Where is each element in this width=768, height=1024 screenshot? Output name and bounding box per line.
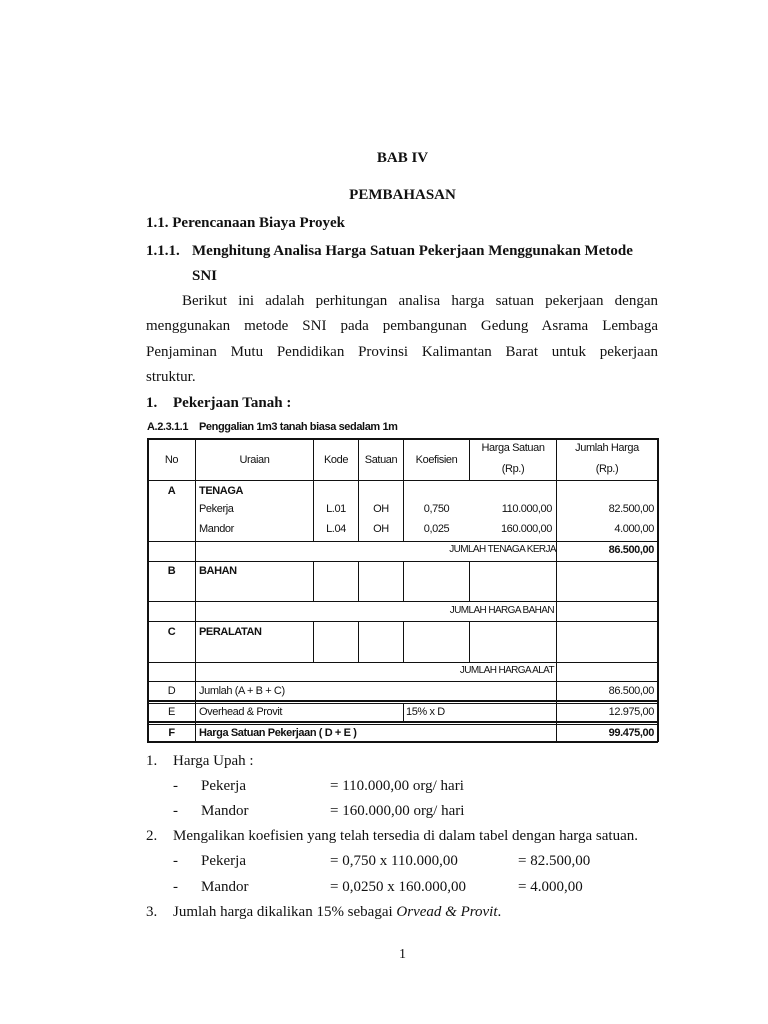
note3-number: 3.	[146, 904, 158, 920]
wage-value: = 160.000,00 org/ hari	[330, 803, 465, 819]
wage-name: Mandor	[201, 803, 249, 819]
header-koefisien: Koefisien	[415, 454, 458, 466]
subsubsection-number: 1.1.1.	[146, 243, 180, 259]
row-b-label: BAHAN	[199, 565, 237, 577]
row-e-koef: 15% x D	[406, 706, 445, 718]
row-e-label: Overhead & Provit	[199, 706, 283, 718]
paragraph-line-3: Penjaminan Mutu Pendidikan Provinsi Kalimantan Barat untuk pekerjaan	[146, 344, 658, 360]
note2-text: Mengalikan koefisien yang telah tersedia di dalam tabel dengan harga satuan.	[173, 828, 638, 844]
row-d-no: D	[167, 685, 176, 697]
calc-expression: = 0,0250 x 160.000,00	[330, 879, 466, 895]
row-jumlah: 4.000,00	[614, 523, 654, 535]
paragraph-line-2: menggunakan metode SNI pada pembangunan Gedung Asrama Lembaga	[146, 318, 658, 334]
row-a-label: TENAGA	[199, 485, 244, 497]
bahan-total-label: JUMLAH HARGA BAHAN	[449, 605, 554, 616]
header-uraian: Uraian	[239, 454, 270, 466]
row-satuan: OH	[373, 503, 389, 515]
row-kode: L.01	[326, 503, 346, 515]
row-uraian: Pekerja	[199, 503, 234, 515]
dash: -	[173, 853, 178, 869]
note3-italic: Orvead & Provit	[396, 904, 498, 920]
header-kode: Kode	[323, 454, 349, 466]
row-koefisien: 0,750	[423, 503, 450, 515]
row-c-no: C	[167, 626, 176, 638]
row-harga: 160.000,00	[500, 523, 552, 535]
row-f-label: Harga Satuan Pekerjaan ( D + E )	[199, 727, 357, 739]
header-satuan: Satuan	[364, 454, 398, 466]
subsubsection-title-line1: Menghitung Analisa Harga Satuan Pekerjaan Menggunakan Metode	[192, 243, 633, 259]
header-harga-satuan-unit: (Rp.)	[501, 463, 525, 475]
row-uraian: Mandor	[199, 523, 234, 535]
row-d-label: Jumlah (A + B + C)	[199, 685, 285, 697]
row-f-value: 99.475,00	[608, 727, 654, 739]
subsection-title: 1.1. Perencanaan Biaya Proyek	[146, 215, 346, 231]
row-jumlah: 82.500,00	[608, 503, 654, 515]
item-number: 1.	[146, 395, 158, 411]
calc-result: = 4.000,00	[518, 879, 583, 895]
calc-name: Mandor	[201, 879, 249, 895]
paragraph-line-1: Berikut ini adalah perhitungan analisa harga satuan pekerjaan dengan	[182, 293, 658, 309]
dash: -	[173, 879, 178, 895]
row-d-value: 86.500,00	[608, 685, 654, 697]
alat-total-label: JUMLAH HARGA ALAT	[459, 665, 554, 676]
subsubsection-title-line2: SNI	[192, 268, 218, 284]
dash: -	[173, 778, 178, 794]
row-e-no: E	[168, 706, 175, 718]
chapter-heading: BAB IV	[376, 150, 429, 166]
page-number: 1	[399, 947, 406, 962]
row-harga: 110.000,00	[501, 503, 552, 515]
row-f-no: F	[168, 727, 175, 739]
header-no: No	[164, 454, 179, 466]
calc-result: = 82.500,00	[518, 853, 591, 869]
row-satuan: OH	[373, 523, 389, 535]
wage-name: Pekerja	[201, 778, 246, 794]
note3-end: .	[497, 904, 502, 920]
section-heading: PEMBAHASAN	[349, 187, 456, 203]
note3-text	[173, 904, 501, 921]
row-a-no: A	[167, 485, 176, 497]
wage-value: = 110.000,00 org/ hari	[330, 778, 464, 794]
note2-number: 2.	[146, 828, 158, 844]
note1-text: Harga Upah :	[173, 753, 254, 769]
table-title: Penggalian 1m3 tanah biasa sedalam 1m	[199, 421, 398, 433]
header-jumlah-harga-unit: (Rp.)	[595, 463, 619, 475]
note3-main: Jumlah harga dikalikan 15% sebagai	[173, 904, 397, 920]
row-kode: L.04	[326, 523, 346, 535]
row-b-no: B	[167, 565, 176, 577]
row-koefisien: 0,025	[423, 523, 450, 535]
row-c-label: PERALATAN	[199, 626, 262, 638]
tenaga-total-value: 86.500,00	[608, 544, 654, 556]
header-jumlah-harga: Jumlah Harga	[575, 442, 639, 454]
calc-name: Pekerja	[201, 853, 246, 869]
header-harga-satuan: Harga Satuan	[481, 442, 545, 454]
dash: -	[173, 803, 178, 819]
note1-number: 1.	[146, 753, 158, 769]
table-code: A.2.3.1.1	[147, 421, 189, 433]
tenaga-total-label: JUMLAH TENAGA KERJA	[449, 544, 556, 555]
row-e-value: 12.975,00	[608, 706, 654, 718]
paragraph-line-4: struktur.	[146, 369, 196, 385]
item-title: Pekerjaan Tanah :	[173, 395, 292, 411]
calc-expression: = 0,750 x 110.000,00	[330, 853, 458, 869]
